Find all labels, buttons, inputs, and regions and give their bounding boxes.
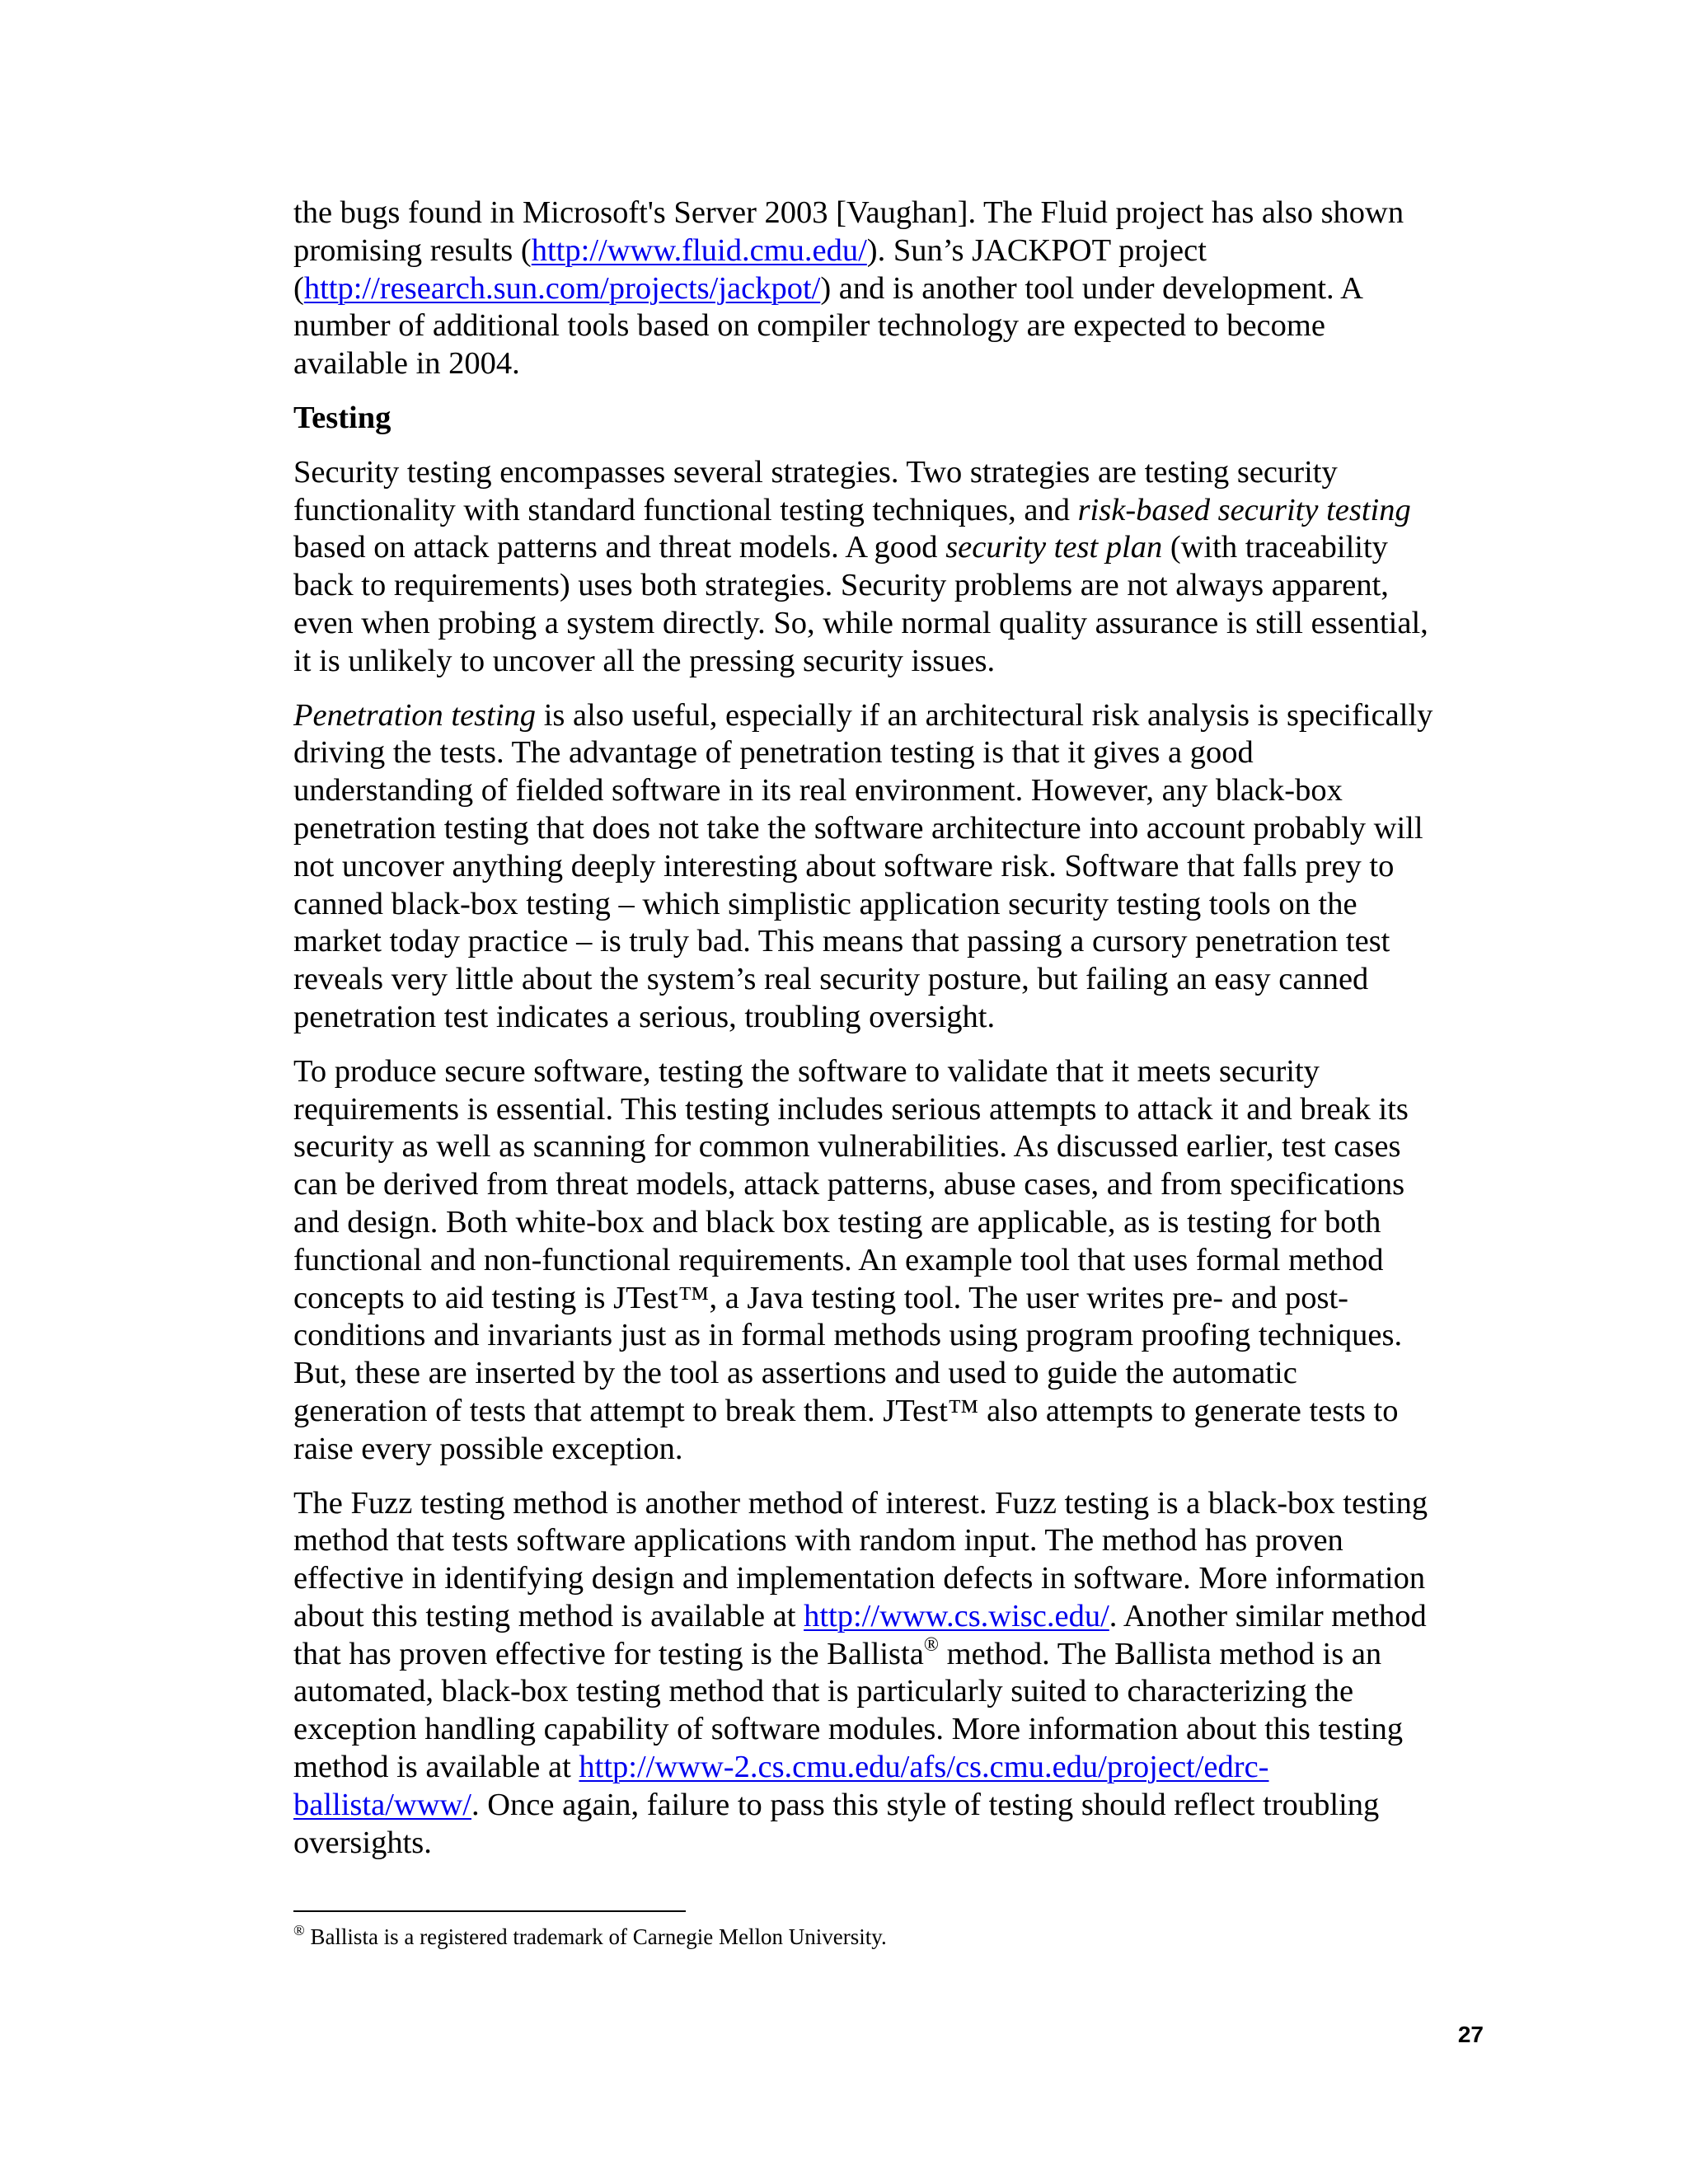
- text-line: [293, 529, 1480, 567]
- text-line: [293, 232, 1480, 270]
- text-line: [293, 1598, 1480, 1636]
- text-line: concepts to aid testing is JTest™, a Java testing tool. The user writes pre- and post-: [293, 1280, 1348, 1315]
- text-run: method. The Ballista method is an: [939, 1636, 1382, 1671]
- text-line: generation of tests that attempt to break them. JTest™ also attempts to generate tests to: [293, 1393, 1399, 1428]
- page-number: 27: [1457, 2022, 1484, 2047]
- text-run: functionality with standard functional testing techniques, and: [293, 492, 1078, 527]
- fluid-project-link[interactable]: http://www.fluid.cmu.edu/: [531, 232, 867, 268]
- text-line: oversights.: [293, 1825, 432, 1860]
- text-run: that has proven effective for testing is the Ballista: [293, 1636, 924, 1671]
- text-line: even when probing a system directly. So, while normal quality assurance is still essential,: [293, 605, 1428, 640]
- text-line: back to requirements) uses both strategies. Security problems are not always apparent,: [293, 568, 1389, 603]
- text-line: available in 2004.: [293, 346, 520, 382]
- text-line: can be derived from threat models, attack patterns, abuse cases, and from specifications: [293, 1167, 1405, 1202]
- text-line: effective in identifying design and implementation defects in software. More information: [293, 1561, 1426, 1596]
- text-line: reveals very little about the system’s real security posture, but failing an easy canned: [293, 962, 1369, 997]
- text-line: understanding of fielded software in its real environment. However, any black-box: [293, 773, 1343, 808]
- text-line: penetration testing that does not take the software architecture into account probably will: [293, 810, 1423, 846]
- emphasis-penetration-testing: Penetration testing: [293, 697, 537, 733]
- text-line: canned black-box testing – which simplistic application security testing tools on the: [293, 886, 1357, 921]
- text-run: . Another similar method: [1109, 1598, 1427, 1633]
- text-line: [293, 697, 1480, 735]
- text-run: about this testing method is available at: [293, 1598, 804, 1633]
- footnote-mark: ®: [293, 1922, 305, 1938]
- text-line: automated, black-box testing method that is particularly suited to characterizing the: [293, 1674, 1354, 1709]
- text-run: method is available at: [293, 1750, 579, 1785]
- text-line: [293, 1633, 1480, 1674]
- text-line: penetration test indicates a serious, troubling oversight.: [293, 999, 996, 1034]
- text-line: conditions and invariants just as in formal methods using program proofing techniques.: [293, 1318, 1403, 1353]
- text-line: it is unlikely to uncover all the pressing security issues.: [293, 643, 996, 678]
- text-line: [293, 270, 1480, 308]
- text-run: promising results (: [293, 232, 532, 268]
- text-line: [293, 1787, 1480, 1825]
- paragraph-security-testing: [293, 454, 1480, 681]
- footnote-separator: [293, 1910, 686, 1912]
- text-line: not uncover anything deeply interesting about software risk. Software that falls prey to: [293, 848, 1395, 883]
- text-line: raise every possible exception.: [293, 1431, 683, 1466]
- text-line: method that tests software applications with random input. The method has proven: [293, 1523, 1343, 1558]
- emphasis-security-test-plan: security test plan: [945, 530, 1163, 565]
- paragraph-penetration-testing: [293, 697, 1480, 1037]
- text-line: driving the tests. The advantage of penetration testing is that it gives a good: [293, 735, 1254, 771]
- text-line: market today practice – is truly bad. This means that passing a cursory penetration test: [293, 924, 1390, 959]
- text-line: functional and non-functional requirements. An example tool that uses formal method: [293, 1242, 1384, 1277]
- text-line: Security testing encompasses several strategies. Two strategies are testing security: [293, 454, 1338, 490]
- wisc-fuzz-link[interactable]: http://www.cs.wisc.edu/: [804, 1598, 1109, 1633]
- emphasis-risk-based-security-testing: risk-based security testing: [1077, 492, 1411, 527]
- text-run: is also useful, especially if an architectural risk analysis is specifically: [536, 697, 1433, 733]
- text-line: The Fuzz testing method is another method of interest. Fuzz testing is a black-box testing: [293, 1485, 1428, 1521]
- text-line: exception handling capability of software modules. More information about this testing: [293, 1712, 1404, 1747]
- text-run: . Once again, failure to pass this style of testing should reflect troubling: [471, 1787, 1380, 1822]
- text-line: number of additional tools based on compiler technology are expected to become: [293, 308, 1325, 344]
- text-run: (: [293, 270, 304, 306]
- document-body: [293, 194, 1480, 1878]
- text-line: [293, 492, 1480, 530]
- text-line: the bugs found in Microsoft's Server 2003 [Vaughan]. The Fluid project has also shown: [293, 195, 1404, 230]
- text-line: [293, 1749, 1480, 1787]
- text-run: ) and is another tool under development. A: [820, 270, 1363, 306]
- text-line: requirements is essential. This testing includes serious attempts to attack it and break its: [293, 1091, 1409, 1127]
- section-heading-testing: Testing: [293, 400, 392, 435]
- text-line: But, these are inserted by the tool as assertions and used to guide the automatic: [293, 1356, 1297, 1391]
- text-line: security as well as scanning for common vulnerabilities. As discussed earlier, test cases: [293, 1129, 1401, 1165]
- text-line: To produce secure software, testing the software to validate that it meets security: [293, 1053, 1320, 1089]
- ballista-link-part-1[interactable]: http://www-2.cs.cmu.edu/afs/cs.cmu.edu/project/edrc-: [579, 1750, 1269, 1785]
- text-run: ). Sun’s JACKPOT project: [866, 232, 1207, 268]
- paragraph-static-analysis-tools: [293, 194, 1480, 383]
- footnote: [293, 1923, 887, 1951]
- text-run: based on attack patterns and threat models. A good: [293, 530, 946, 565]
- jackpot-project-link[interactable]: http://research.sun.com/projects/jackpot/: [303, 270, 821, 306]
- text-run: (with traceability: [1162, 530, 1388, 565]
- ballista-link-part-2[interactable]: ballista/www/: [293, 1787, 471, 1822]
- text-line: and design. Both white-box and black box testing are applicable, as is testing for both: [293, 1204, 1381, 1240]
- footnote-text: Ballista is a registered trademark of Carnegie Mellon University.: [304, 1924, 887, 1949]
- paragraph-secure-software-testing: [293, 1053, 1480, 1469]
- paragraph-fuzz-testing: [293, 1485, 1480, 1863]
- registered-trademark-mark: ®: [923, 1633, 940, 1656]
